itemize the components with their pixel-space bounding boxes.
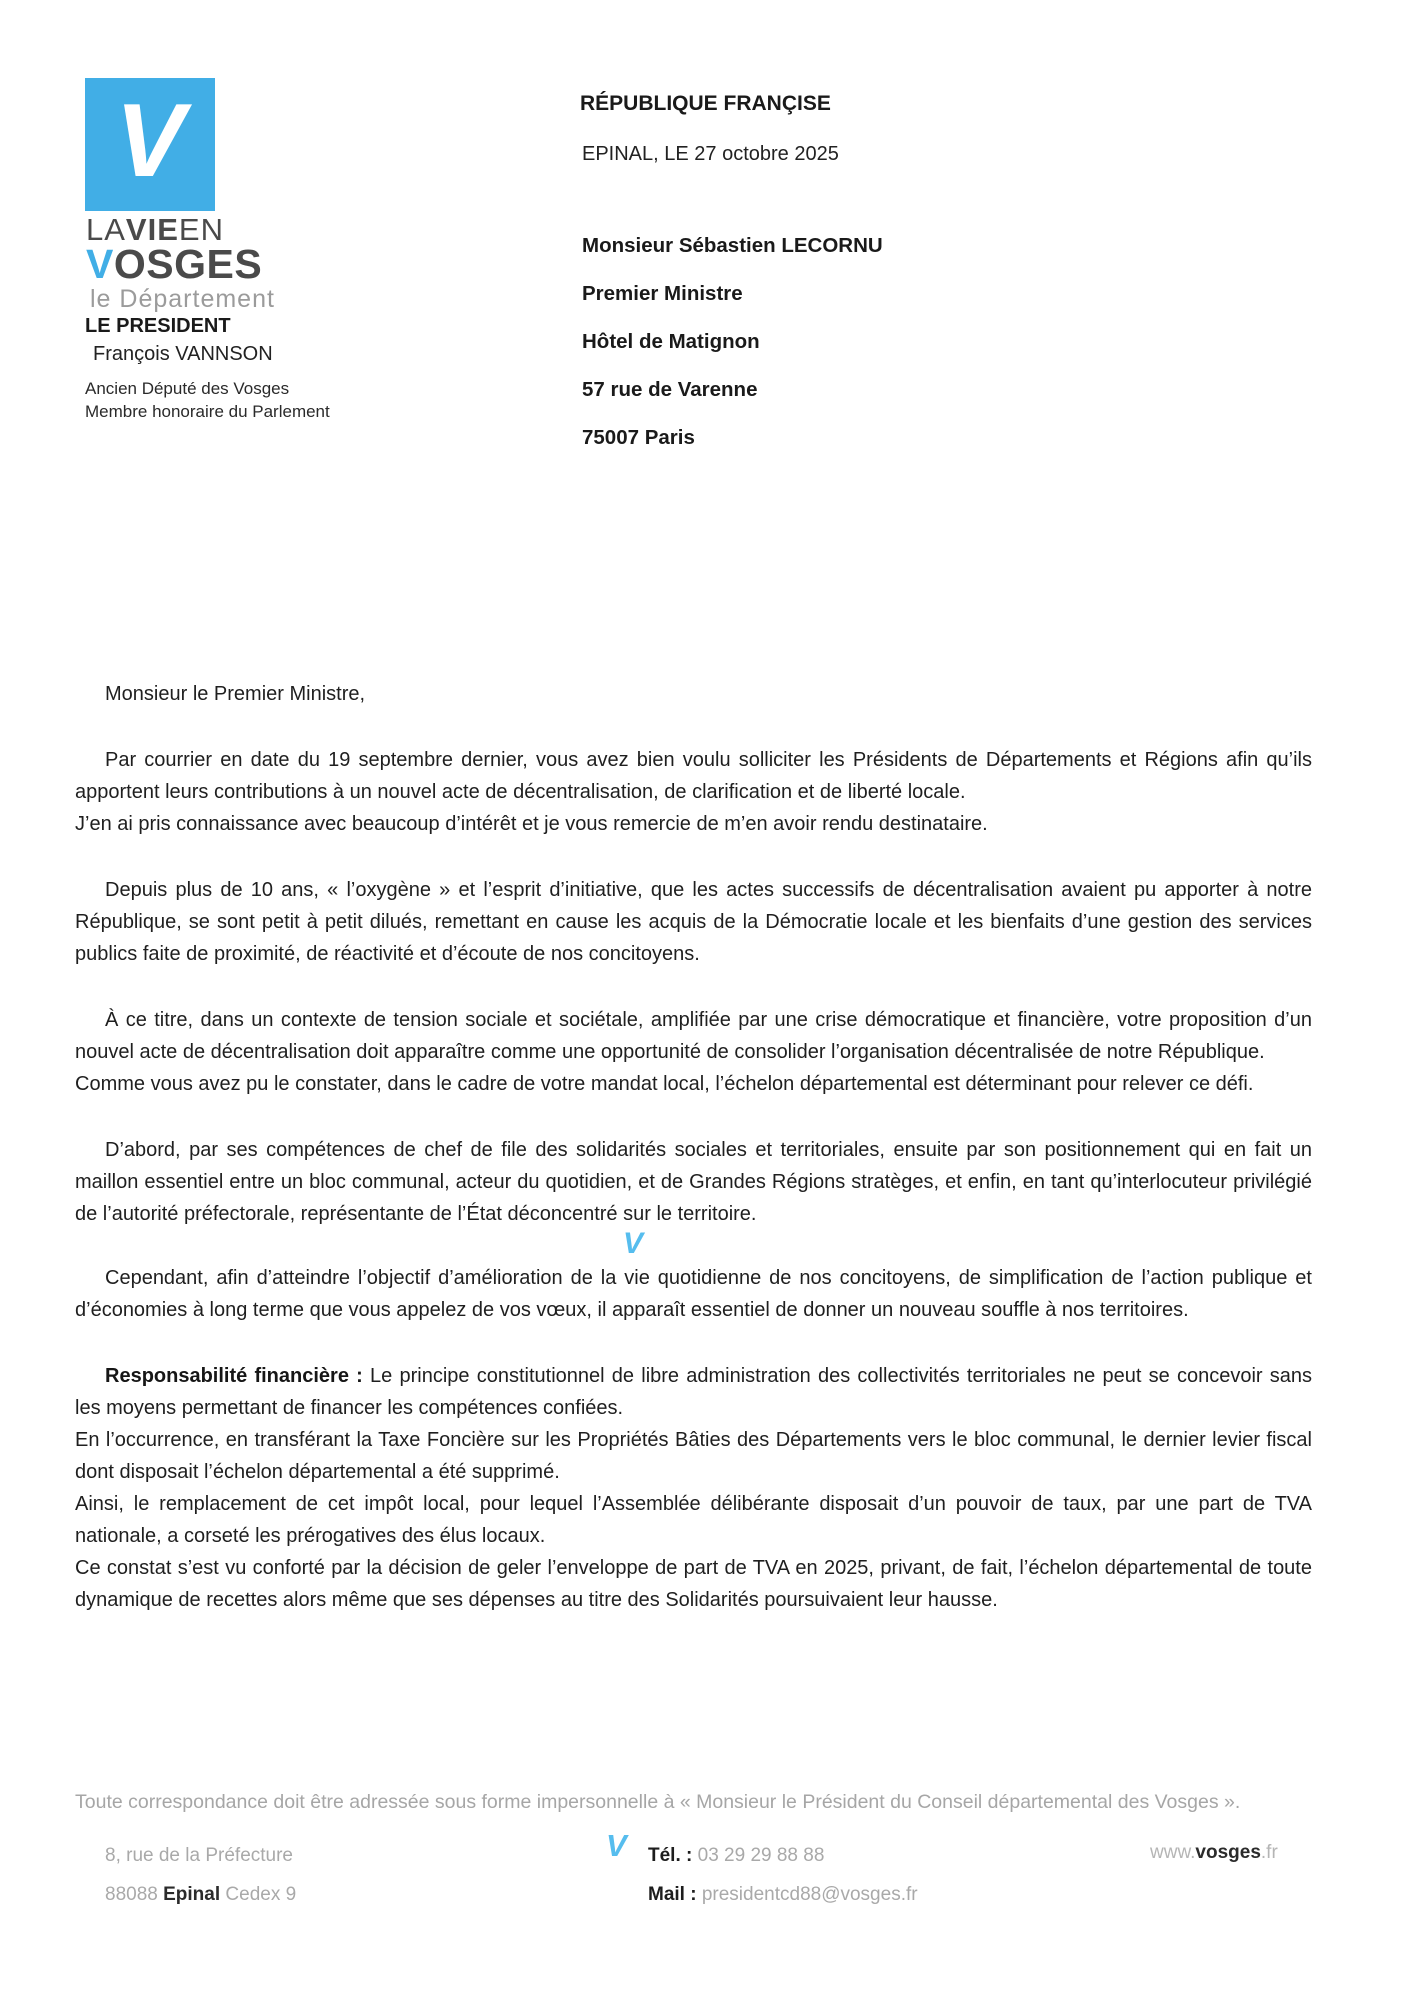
cedex: Cedex 9 [220,1884,297,1905]
vosges-v-icon: V [115,82,185,199]
website-domain: vosges [1195,1842,1261,1863]
footer-contact [648,1836,918,1914]
logo-vosges-v: V [86,241,114,287]
footer-website [1150,1842,1278,1864]
body-paragraph: Ainsi, le remplacement de cet impôt local, pour lequel l’Assemblée délibérante disposait d’un pouvoir de taux, par une part de TVA nationale, a corseté les prérogatives des élus locaux. [75,1493,1312,1547]
logo-vie: VIE [125,212,179,247]
logo-en: EN [178,212,224,247]
paragraph-text: Le principe constitutionnel de libre administration des collectivités territoriales ne peut se concevoir sans les moyens permettant de financer les compétences confiées. [75,1365,1312,1419]
sender-name: François VANNSON [93,343,273,365]
paragraph-lead-bold: Responsabilité financière : [105,1365,363,1387]
body-paragraph: En l’occurrence, en transférant la Taxe Foncière sur les Propriétés Bâties des Départements vers le bloc communal, le dernier levier fiscal dont disposait l’échelon départemental a été supprimé. [75,1429,1312,1483]
footer-phone [648,1836,918,1875]
logo-la: LA [86,212,126,247]
body-paragraph: D’abord, par ses compétences de chef de file des solidarités sociales et territoriales, ensuite par son positionnement qui en fait un maillon essentiel entre un bloc communal, acteur du quotidien, et de Grandes Régions stratèges, et enfin, en tant qu’interlocuteur privilégié de l’autorité préfectorale, représentante de l’État déconcentré sur le territoire. [75,1139,1312,1225]
website-tld: .fr [1260,1842,1278,1863]
logo-vosges-rest: OSGES [113,241,263,287]
footer-mail [648,1875,918,1914]
recipient-line: 75007 Paris [582,426,695,449]
city-name: Epinal [163,1884,221,1905]
postal-code: 88088 [105,1884,164,1905]
recipient-address [582,222,883,462]
sender-credential-1: Ancien Député des Vosges [85,379,290,398]
recipient-line: Monsieur Sébastien LECORNU [582,234,883,257]
body-paragraph: Comme vous avez pu le constater, dans le cadre de votre mandat local, l’échelon départemental est déterminant pour relever ce défi. [75,1073,1254,1095]
mail-label: Mail : [648,1884,697,1905]
body-paragraph: Cependant, afin d’atteindre l’objectif d’amélioration de la vie quotidienne de nos concitoyens, de simplification de l’action publique et d’économies à long terme que vous appelez de vos vœux, il apparaît essentiel de donner un nouveau souffle à nos territoires. [75,1267,1312,1321]
recipient-line: Premier Ministre [582,282,743,305]
body-paragraph: J’en ai pris connaissance avec beaucoup d’intérêt et je vous remercie de m’en avoir rendu destinataire. [75,813,988,835]
letter-body [75,678,1312,1616]
sender-title: LE PRESIDENT [85,315,231,337]
footer-notice: Toute correspondance doit être adressée sous forme impersonnelle à « Monsieur le Président du Conseil départemental des Vosges ». [75,1791,1241,1813]
body-paragraph: À ce titre, dans un contexte de tension sociale et sociétale, amplifiée par une crise démocratique et financière, votre proposition d’un nouvel acte de décentralisation doit apparaître comme une opportunité de consolider l’organisation décentralisée de notre République. [75,1009,1312,1063]
mail-value: presidentcd88@vosges.fr [696,1884,918,1905]
phone-value: 03 29 29 88 88 [692,1845,825,1866]
body-paragraph [75,1360,1312,1424]
body-paragraph: Par courrier en date du 19 septembre dernier, vous avez bien voulu solliciter les Présidents de Départements et Régions afin qu’ils apportent leurs contributions à un nouvel acte de décentralisation, de clarification et de liberté locale. [75,749,1312,803]
body-paragraph: Depuis plus de 10 ans, « l’oxygène » et l’esprit d’initiative, que les actes successifs de décentralisation avaient pu apporter à notre République, se sont petit à petit dilués, remettant en cause les acquis de la Démocratie locale et les bienfaits d’une gestion des services publics faite de proximité, de réactivité et d’écoute de nos concitoyens. [75,879,1312,965]
salutation: Monsieur le Premier Ministre, [105,683,366,705]
footer-address-line1: 8, rue de la Préfecture [105,1845,293,1866]
recipient-line: 57 rue de Varenne [582,378,758,401]
date-line: EPINAL, LE 27 octobre 2025 [582,143,839,165]
footer-v-icon: V [606,1828,627,1863]
page-watermark-v-icon: V [623,1227,644,1260]
watermark-row [75,1227,1312,1262]
logo-tagline: le Département [90,285,275,313]
body-paragraph: Ce constat s’est vu conforté par la décision de geler l’enveloppe de part de TVA en 2025, privant, de fait, l’échelon départemental de toute dynamique de recettes alors même que ses dépenses au titre des Solidarités poursuivaient leur hausse. [75,1557,1312,1611]
vosges-logo [85,78,215,211]
sender-credential-2: Membre honoraire du Parlement [85,402,330,421]
website-www: www. [1150,1842,1196,1863]
footer-address [105,1836,296,1914]
phone-label: Tél. : [648,1845,693,1866]
footer-address-line2 [105,1875,296,1914]
logo-wordmark-line2 [86,241,262,288]
recipient-line: Hôtel de Matignon [582,330,760,353]
republic-title: RÉPUBLIQUE FRANÇISE [580,92,831,115]
